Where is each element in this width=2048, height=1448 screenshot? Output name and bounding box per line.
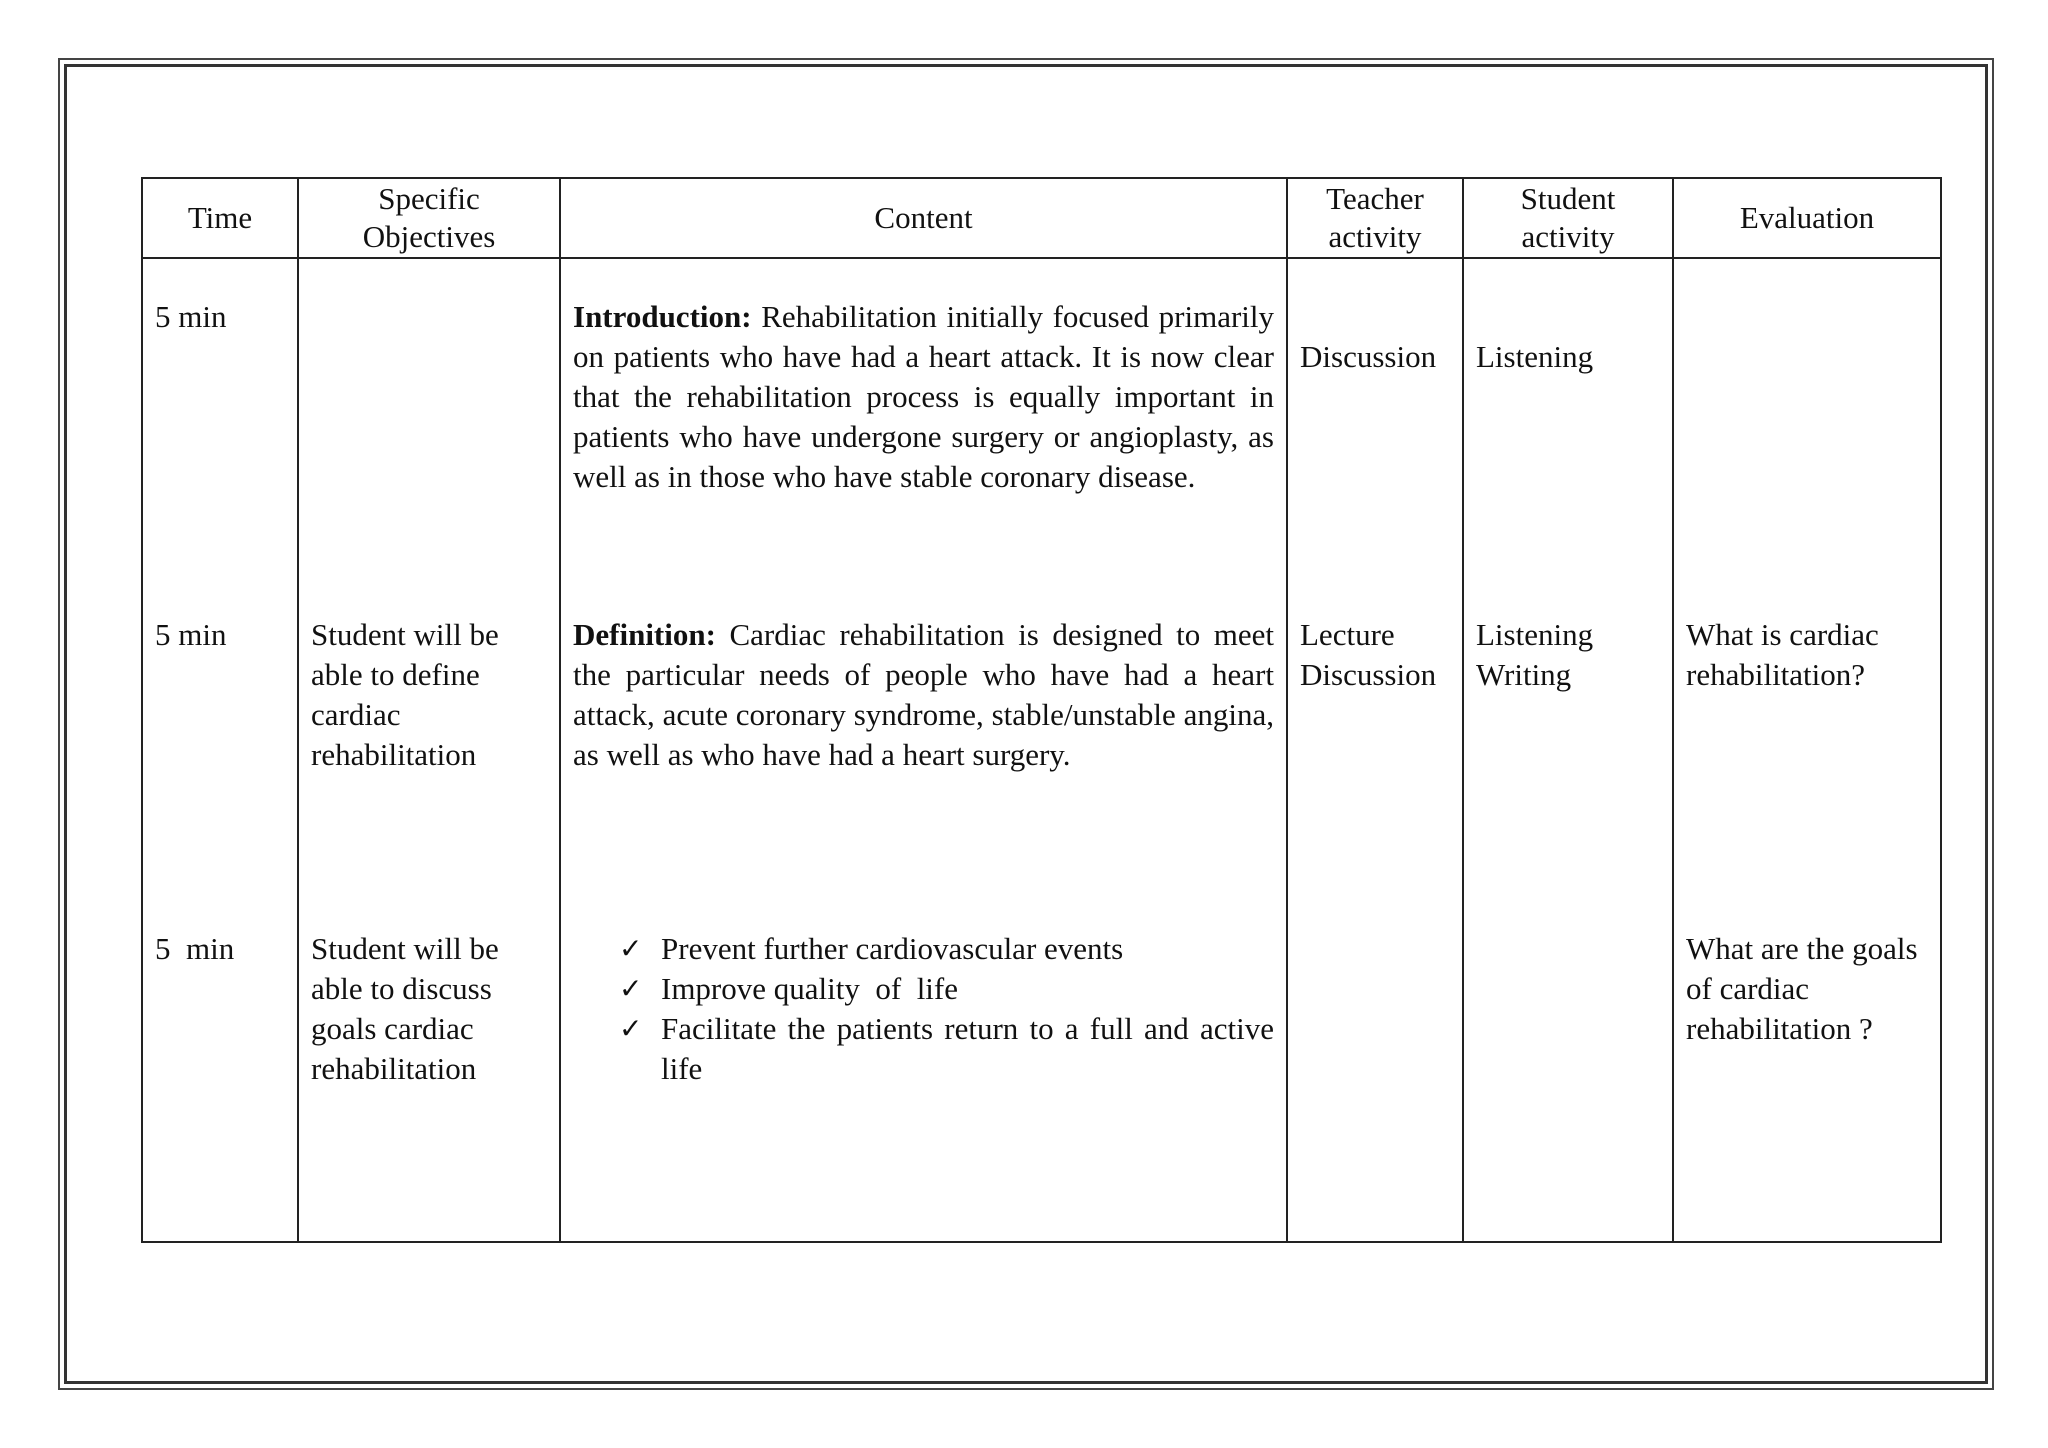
list-item: ✓ Prevent further cardiovascular events [615, 929, 1274, 969]
teacher-activity-item: Discussion [1300, 339, 1437, 374]
list-item: ✓ Facilitate the patients return to a full and active life [619, 1011, 1282, 1086]
content-cell [560, 615, 1287, 929]
objective-cell: Student will be able to discuss goals cardiac rehabilitation [298, 929, 560, 1242]
header-specific-objectives: Specific Objectives [298, 178, 560, 258]
list-item: ✓ Improve quality of life [615, 969, 1274, 1009]
header-time: Time [142, 178, 298, 258]
table-header-row [142, 178, 1941, 258]
header-evaluation: Evaluation [1673, 178, 1941, 258]
header-student-activity: Student activity [1463, 178, 1673, 258]
content-heading: Introduction: [573, 299, 752, 334]
teacher-activity-item: Discussion [1300, 657, 1437, 692]
objective-cell: Student will be able to define cardiac rehabilitation [298, 615, 560, 929]
student-activity-cell [1463, 258, 1673, 615]
time-cell: 5 min [142, 929, 298, 1242]
check-mark-icon: ✓ [619, 932, 643, 965]
objective-cell [298, 258, 560, 615]
content-text: Cardiac rehabilitation is designed to meet the particular needs of people who have had a heart attack, acute coronary syndrome, stable/unstable angina, as well as who have had a heart surgery. [573, 617, 1274, 772]
check-mark-icon: ✓ [619, 972, 643, 1005]
lesson-plan-table [141, 177, 1942, 1243]
table-row [142, 615, 1941, 929]
student-activity-cell [1463, 615, 1673, 929]
evaluation-cell [1673, 258, 1941, 615]
evaluation-cell: What are the goals of cardiac rehabilitation ? [1673, 929, 1941, 1242]
teacher-activity-cell [1287, 615, 1463, 929]
time-cell: 5 min [142, 615, 298, 929]
content-cell [560, 929, 1287, 1242]
evaluation-cell: What is cardiac rehabilitation? [1673, 615, 1941, 929]
table-row [142, 929, 1941, 1242]
content-text: Rehabilitation initially focused primarily on patients who have had a heart attack. It is now clear that the rehabilitation process is equally important in patients who have undergone surgery or angioplasty, as well as in those who have stable coronary disease. [573, 299, 1274, 494]
student-activity-item: Writing [1476, 657, 1572, 692]
goals-list [573, 929, 1282, 1089]
table-row [142, 258, 1941, 615]
student-activity-cell [1463, 929, 1673, 1242]
student-activity-item: Listening [1476, 339, 1594, 374]
teacher-activity-item: Lecture [1300, 617, 1395, 652]
content-heading: Definition: [573, 617, 716, 652]
header-teacher-activity: Teacher activity [1287, 178, 1463, 258]
student-activity-item: Listening [1476, 617, 1594, 652]
time-cell: 5 min [142, 258, 298, 615]
check-mark-icon: ✓ [619, 1012, 643, 1045]
teacher-activity-cell [1287, 258, 1463, 615]
content-cell [560, 258, 1287, 615]
header-content: Content [560, 178, 1287, 258]
teacher-activity-cell [1287, 929, 1463, 1242]
